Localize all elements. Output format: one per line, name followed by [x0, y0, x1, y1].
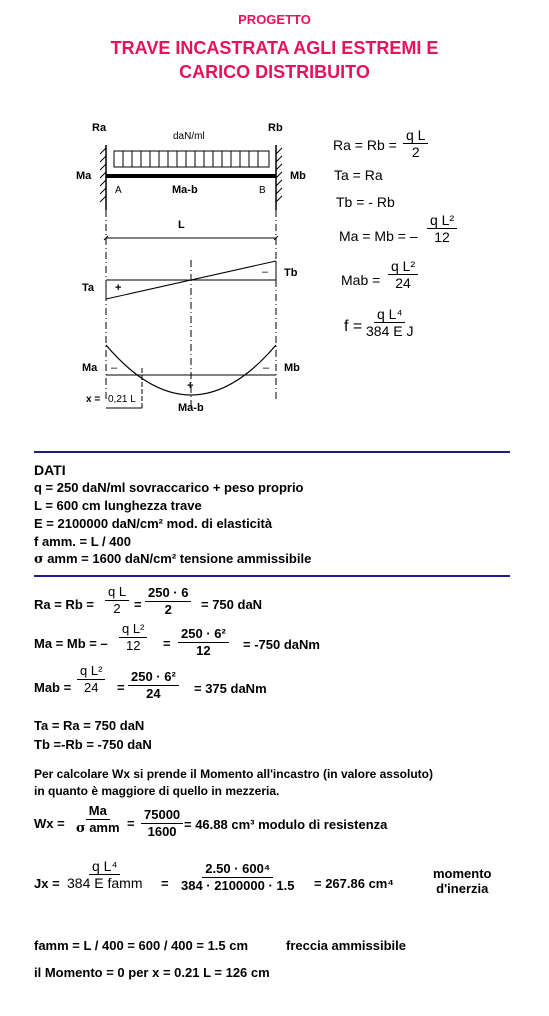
page-title-line1: TRAVE INCASTRATA AGLI ESTREMI E: [110, 38, 439, 58]
calc-moment-zero: il Momento = 0 per x = 0.21 L = 126 cm: [34, 965, 270, 980]
formula-tb: Tb = - Rb: [336, 194, 395, 210]
calc-note-line2: in quanto è maggiore di quello in mezzeria.: [34, 784, 280, 798]
formula-mab-lhs: Mab =: [341, 272, 381, 288]
calc-wx-eq: =: [127, 816, 135, 831]
moment-mb-label: Mb: [284, 362, 300, 374]
moment-ma-label: Ma: [82, 362, 98, 374]
calc-famm-note: freccia ammissibile: [286, 938, 406, 953]
load-unit-label: daN/ml: [173, 131, 205, 142]
length-label: L: [178, 219, 185, 231]
left-support-hatch: [100, 148, 106, 202]
ra-label: Ra: [92, 122, 107, 134]
calc-ra-fraction2: $\frac{250 \cdot 6}{2}$: [145, 586, 191, 618]
mab-label: Ma-b: [172, 184, 198, 196]
dati-elasticity: E = 2100000 daN/cm² mod. di elasticità: [34, 516, 273, 531]
calc-tb: Tb =-Rb = -750 daN: [34, 737, 152, 752]
dati-length: L = 600 cm lunghezza trave: [34, 498, 202, 513]
project-label: PROGETTO: [238, 12, 311, 27]
x-value: 0,21 L: [108, 394, 136, 405]
shear-plus-sign: +: [115, 282, 122, 294]
calc-ra-lhs: Ra = Rb =: [34, 597, 94, 612]
divider-bottom: [34, 575, 510, 577]
calc-ma-fraction: $\frac{\text{q L²}}{12}$: [119, 622, 147, 654]
calc-jx-result: = 267.86 cm⁴: [314, 876, 394, 891]
moment-plus-sign: +: [187, 380, 194, 392]
formula-f-fraction: $\frac{\text{q L⁴}}{\text{384 E J}}$: [366, 306, 414, 340]
dati-sigma: σ amm = 1600 daN/cm² tensione ammissibile: [34, 551, 312, 567]
calc-mab-fraction: $\frac{\text{q L²}}{24}$: [77, 664, 105, 696]
calc-mab-result: = 375 daNm: [194, 681, 267, 696]
tb-label: Tb: [284, 267, 298, 279]
x-label: x =: [86, 394, 101, 405]
point-a-label: A: [115, 185, 122, 196]
formula-ma-fraction: $\frac{\text{q L²}}{12}$: [427, 212, 457, 246]
wx-sigma-symbol: σ: [76, 820, 86, 836]
point-b-label: B: [259, 185, 266, 196]
calc-jx-fraction: q L⁴ 384 E famm: [67, 858, 143, 892]
sigma-symbol: σ: [34, 552, 44, 567]
calc-note-line1: Per calcolare Wx si prende il Momento all'incastro (in valore assoluto): [34, 767, 433, 781]
calc-wx-fraction2: $\frac{75000}{1600}$: [141, 808, 183, 840]
formula-ta: Ta = Ra: [334, 167, 383, 183]
mb-label: Mb: [290, 170, 306, 182]
distributed-load-lines: [123, 151, 258, 167]
dati-famm: f amm. = L / 400: [34, 534, 131, 549]
moment-minus-left: –: [111, 362, 118, 374]
right-support-hatch: [276, 148, 282, 202]
calc-jx-fraction2: $\frac{\text{2.50 · 600⁴}}{384 \cdot 2100000 \cdot 1.5}$: [181, 861, 295, 893]
calc-famm: famm = L / 400 = 600 / 400 = 1.5 cm: [34, 938, 249, 953]
calc-jx-lhs: Jx =: [34, 876, 60, 891]
calc-ma-lhs: Ma = Mb = –: [34, 636, 108, 651]
calc-wx-lhs: Wx =: [34, 816, 65, 831]
moment-minus-right: –: [263, 362, 270, 374]
formula-ra-lhs: Ra = Rb =: [333, 137, 397, 153]
calc-ma-result: = -750 daNm: [243, 637, 320, 652]
calc-mab-lhs: Mab =: [34, 680, 72, 695]
calc-ta: Ta = Ra = 750 daN: [34, 718, 145, 733]
calc-ma-eq: =: [163, 636, 171, 651]
dati-q: q = 250 daN/ml sovraccarico + peso proprio: [34, 480, 304, 495]
rb-label: Rb: [268, 122, 283, 134]
shear-minus-sign: –: [262, 266, 269, 278]
page-title-line2: CARICO DISTRIBUITO: [179, 62, 370, 82]
calc-wx-result: = 46.88 cm³ modulo di resistenza: [184, 817, 388, 832]
calc-ma-fraction2: $\frac{\text{250 · 6²}}{12}$: [178, 627, 229, 659]
divider-top: [34, 451, 510, 453]
calc-ra-result: = 750 daN: [201, 597, 263, 612]
calc-ra-fraction: $\frac{\text{q L}}{2}$: [105, 585, 129, 617]
dati-title: DATI: [34, 462, 66, 478]
ta-label: Ta: [82, 282, 95, 294]
calc-mab-eq: =: [117, 680, 125, 695]
calc-jx-eq: =: [161, 876, 169, 891]
calc-ra-eq: =: [134, 597, 142, 612]
distributed-load-box: [114, 151, 269, 167]
calc-mab-fraction2: $\frac{\text{250 · 6²}}{24}$: [128, 670, 179, 702]
ma-label: Ma: [76, 170, 92, 182]
formula-ma-lhs: Ma = Mb = –: [339, 228, 418, 244]
calc-wx-fraction: Ma σ amm: [76, 803, 120, 836]
formula-ra-fraction: $\frac{\text{q L}}{2}$: [403, 127, 428, 161]
formula-mab-fraction: $\frac{\text{q L²}}{24}$: [388, 258, 418, 292]
formula-f-lhs: f =: [344, 318, 363, 335]
mab-bottom-label: Ma-b: [178, 402, 204, 414]
beam-diagram: [0, 110, 320, 420]
calc-jx-note: momento d'inerzia: [433, 866, 492, 896]
